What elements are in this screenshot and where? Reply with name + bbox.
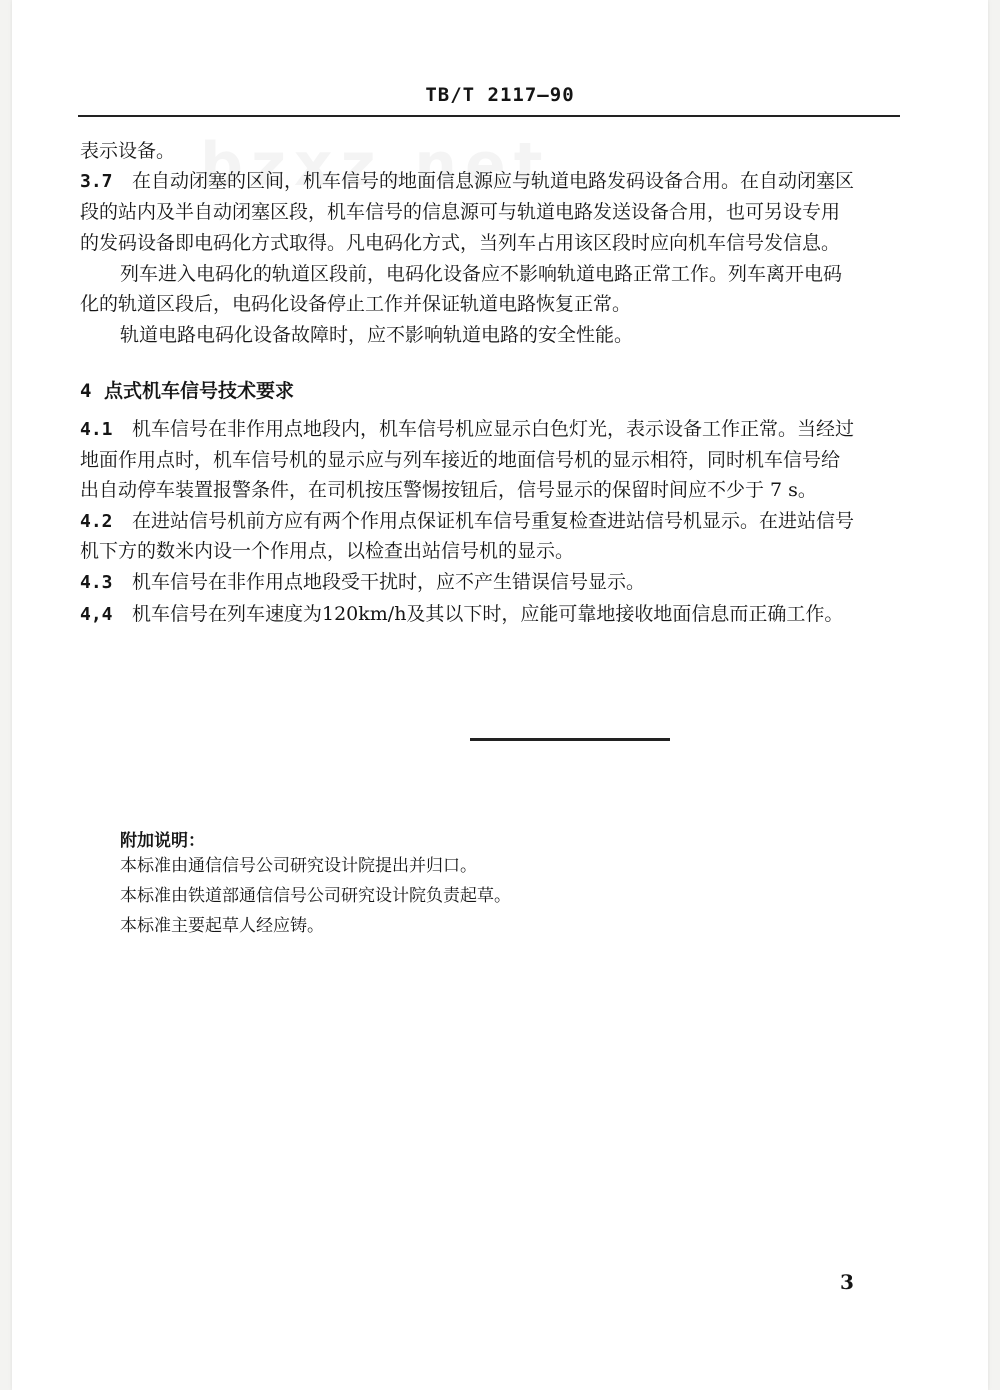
clause-4-4 (80, 603, 910, 626)
paragraph-2-line-2: 化的轨道区段后，电码化设备停止工作并保证轨道电路恢复正常。 (80, 293, 632, 315)
clause-number: 4.3 (80, 572, 113, 593)
clause-4-3 (80, 571, 910, 594)
header-rule (78, 115, 900, 117)
notes-title: 附加说明： (120, 831, 205, 851)
page-number: 3 (840, 1270, 854, 1294)
continuation-text: 表示设备。 (80, 140, 176, 162)
clause-4-2-line-1 (80, 510, 910, 533)
clause-text: 机车信号在列车速度为120km/h及其以下时，应能可靠地接收地面信息而正确工作。 (132, 603, 844, 625)
clause-4-1-line-2: 地面作用点时，机车信号机的显示应与列车接近的地面信号机的显示相符，同时机车信号给 (80, 449, 841, 471)
clause-text: 在自动闭塞的区间，机车信号的地面信息源应与轨道电路发码设备合用。在自动闭塞区 (132, 170, 855, 192)
clause-number: 3.7 (80, 171, 113, 192)
clause-4-1-line-3: 出自动停车装置报警条件，在司机按压警惕按钮后，信号显示的保留时间应不少于 7 s。 (80, 479, 817, 501)
clause-number: 4.2 (80, 511, 113, 532)
section-number: 4 (80, 380, 92, 402)
end-of-standard-rule (470, 738, 670, 741)
clause-4-1-line-1 (80, 418, 910, 441)
note-item: 本标准由通信信号公司研究设计院提出并归口。 (120, 856, 477, 876)
standard-code-header: TB/T 2117—90 (425, 84, 575, 106)
clause-text: 在进站信号机前方应有两个作用点保证机车信号重复检查进站信号机显示。在进站信号 (132, 510, 855, 532)
paragraph-3: 轨道电路电码化设备故障时，应不影响轨道电路的安全性能。 (120, 324, 634, 346)
note-item: 本标准主要起草人经应铸。 (120, 916, 324, 936)
clause-number: 4.1 (80, 419, 113, 440)
clause-text: 机车信号在非作用点地段受干扰时，应不产生错误信号显示。 (132, 571, 646, 593)
paragraph-2-line-1: 列车进入电码化的轨道区段前，电码化设备应不影响轨道电路正常工作。列车离开电码 (120, 263, 843, 285)
section-4-heading (80, 376, 294, 403)
section-title: 点式机车信号技术要求 (104, 380, 295, 402)
clause-3-7-line-2: 段的站内及半自动闭塞区段，机车信号的信息源可与轨道电路发送设备合用，也可另设专用 (80, 201, 841, 223)
clause-3-7-line-1 (80, 170, 910, 193)
clause-text: 机车信号在非作用点地段内，机车信号机应显示白色灯光，表示设备工作正常。当经过 (132, 418, 855, 440)
clause-number: 4,4 (80, 604, 113, 625)
clause-3-7-line-3: 的发码设备即电码化方式取得。凡电码化方式，当列车占用该区段时应向机车信号发信息。 (80, 232, 841, 254)
note-item: 本标准由铁道部通信信号公司研究设计院负责起草。 (120, 886, 511, 906)
clause-4-2-line-2: 机下方的数米内设一个作用点，以检查出站信号机的显示。 (80, 540, 575, 562)
